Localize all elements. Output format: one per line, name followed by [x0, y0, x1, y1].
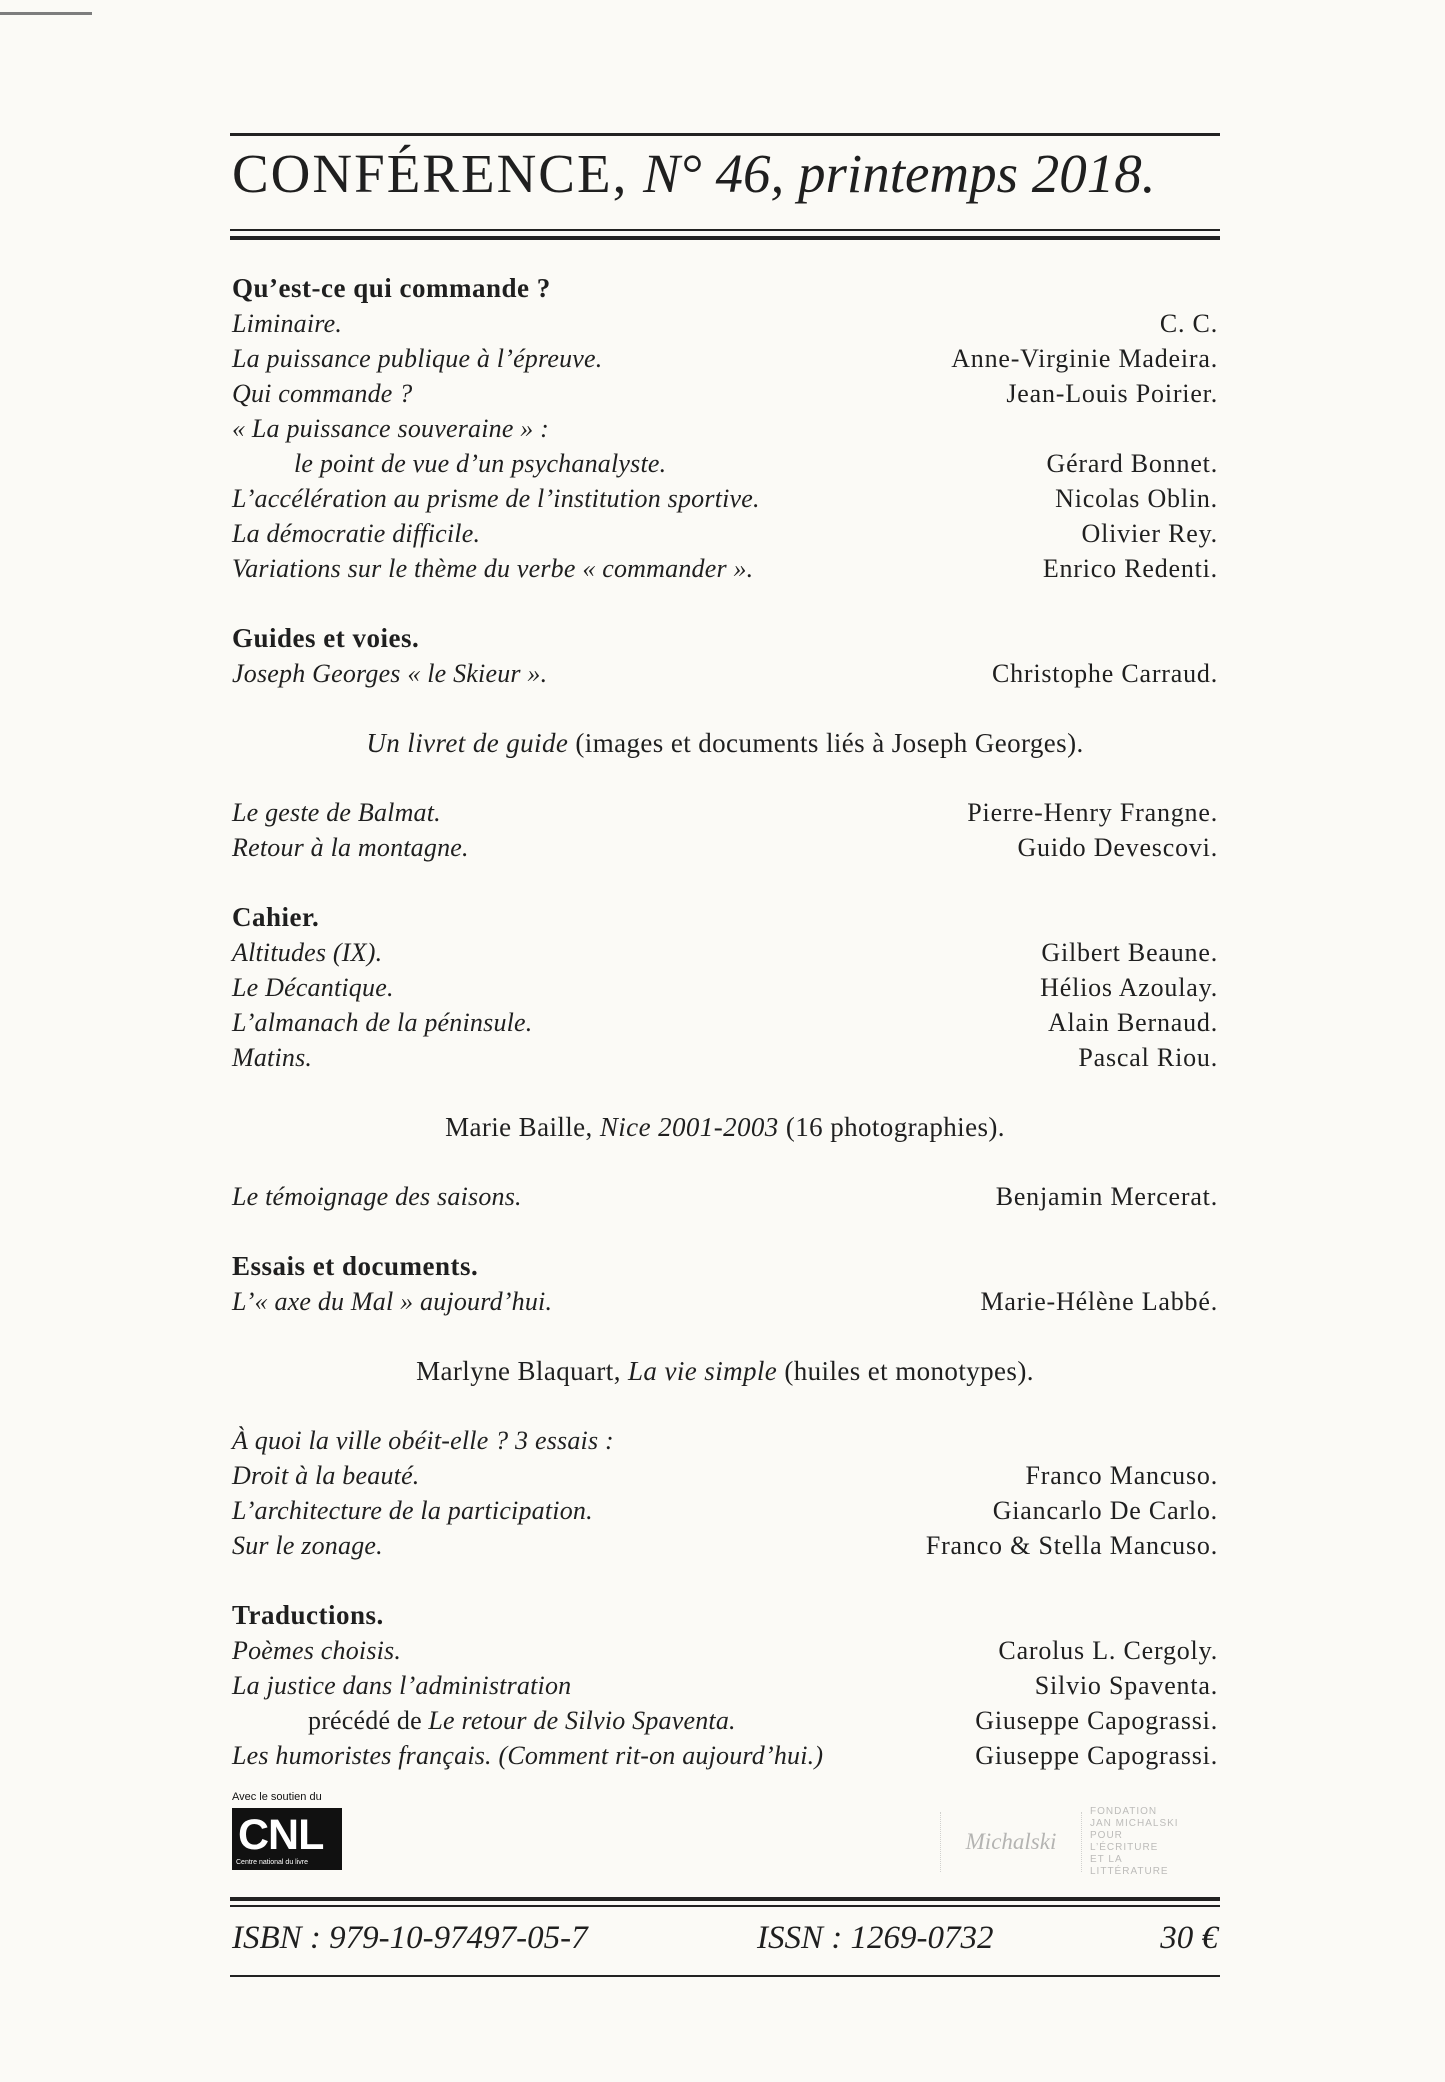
toc-row: [232, 1179, 1218, 1214]
section-title: Cahier.: [232, 902, 320, 932]
author-name: Christophe Carraud.: [991, 659, 1218, 688]
author-name: Giuseppe Capograssi.: [975, 1706, 1218, 1735]
toc-row: [232, 1668, 1218, 1703]
section-traductions: [232, 1597, 1218, 1773]
work-title: Le retour de Silvio Spaventa.: [428, 1706, 736, 1735]
toc-row: [232, 830, 1218, 865]
foundation-line: LITTÉRATURE: [1090, 1866, 1169, 1877]
work-title: Variations sur le thème du verbe « commander ».: [232, 554, 754, 583]
footer-bottom-rule: [230, 1975, 1220, 1977]
author-name: Franco Mancuso.: [1025, 1461, 1218, 1490]
work-title: Sur le zonage.: [232, 1531, 383, 1560]
toc-row: [232, 306, 1218, 341]
interlude-livret: [232, 725, 1218, 761]
toc-row: [232, 1703, 1218, 1738]
work-title: Liminaire.: [232, 309, 343, 338]
toc-row: [232, 481, 1218, 516]
work-title: Poèmes choisis.: [232, 1636, 402, 1665]
toc-row: [232, 1284, 1218, 1319]
section-title: Guides et voies.: [232, 623, 420, 653]
toc-row: [232, 551, 1218, 586]
foundation-line: FONDATION: [1090, 1806, 1158, 1817]
journal-name: CONFÉRENCE,: [232, 143, 629, 204]
author-name: Guido Devescovi.: [1017, 833, 1218, 862]
fondation-michalski-logo: [940, 1802, 1220, 1882]
author-name: Anne-Virginie Madeira.: [951, 344, 1218, 373]
work-title: La justice dans l’administration: [232, 1671, 572, 1700]
foundation-line: POUR: [1090, 1830, 1123, 1841]
work-title: L’architecture de la participation.: [232, 1496, 593, 1525]
logo-caption: Avec le soutien du: [232, 1791, 322, 1803]
toc-row: [232, 1633, 1218, 1668]
interlude-blaquart: [232, 1353, 1218, 1389]
interlude-artist: Marie Baille,: [445, 1112, 593, 1142]
section-title: Essais et documents.: [232, 1251, 479, 1281]
interlude-title: La vie simple: [628, 1356, 778, 1386]
author-name: Giancarlo De Carlo.: [992, 1496, 1218, 1525]
section-essais: [232, 1248, 1218, 1319]
work-title-group: [232, 1703, 736, 1738]
foundation-line: L’ÉCRITURE: [1090, 1842, 1159, 1853]
toc-row: [232, 411, 1218, 446]
interlude-description: (images et documents liés à Joseph Georges).: [575, 728, 1084, 758]
toc-row: [232, 341, 1218, 376]
author-name: Franco & Stella Mancuso.: [925, 1531, 1218, 1560]
work-title: L’accélération au prisme de l’institution sportive.: [232, 484, 760, 513]
toc-row: [232, 1493, 1218, 1528]
toc-row: [232, 1423, 1218, 1458]
toc-row: [232, 446, 1218, 481]
author-name: Gérard Bonnet.: [1046, 449, 1218, 478]
footer-top-rule-thick: [230, 1897, 1220, 1901]
work-title: Le Décantique.: [232, 973, 394, 1002]
work-title: Qui commande ?: [232, 379, 413, 408]
work-title: Joseph Georges « le Skieur ».: [232, 659, 548, 688]
work-title: L’« axe du Mal » aujourd’hui.: [232, 1287, 553, 1316]
section-title: Qu’est-ce qui commande ?: [232, 273, 551, 303]
cnl-logo-mark: [232, 1808, 342, 1870]
toc-row: [232, 1040, 1218, 1075]
toc-row: [232, 935, 1218, 970]
foundation-line: ET LA: [1090, 1854, 1123, 1865]
work-title: À quoi la ville obéit-elle ? 3 essais :: [232, 1426, 614, 1455]
section-title: Traductions.: [232, 1600, 384, 1630]
table-of-contents: [232, 270, 1218, 1807]
work-title: Altitudes (IX).: [232, 938, 383, 967]
author-name: Marie-Hélène Labbé.: [980, 1287, 1218, 1316]
work-title: « La puissance souveraine » :: [232, 414, 550, 443]
author-name: Silvio Spaventa.: [1034, 1671, 1218, 1700]
interlude-title: Nice 2001-2003: [599, 1112, 779, 1142]
author-name: Gilbert Beaune.: [1041, 938, 1218, 967]
toc-row: [232, 516, 1218, 551]
author-name: Carolus L. Cergoly.: [998, 1636, 1218, 1665]
header-double-rule-thin: [230, 229, 1220, 231]
toc-row: [232, 1528, 1218, 1563]
toc-row: [232, 376, 1218, 411]
interlude-artist: Marlyne Blaquart,: [416, 1356, 621, 1386]
work-title: Les humoristes français. (Comment rit-on aujourd’hui.): [232, 1741, 824, 1770]
journal-title: [232, 138, 1222, 210]
interlude-baille: [232, 1109, 1218, 1145]
work-title: Droit à la beauté.: [232, 1461, 420, 1490]
author-name: Pascal Riou.: [1078, 1043, 1218, 1072]
section-cahier: [232, 899, 1218, 1075]
author-name: C. C.: [1159, 309, 1218, 338]
interlude-title: Un livret de guide: [366, 728, 569, 758]
signature-image: Michalski: [940, 1812, 1082, 1872]
header-double-rule-thick: [230, 236, 1220, 240]
author-name: Nicolas Oblin.: [1055, 484, 1218, 513]
toc-row: [232, 795, 1218, 830]
interlude-description: (16 photographies).: [785, 1112, 1005, 1142]
toc-row: [232, 1005, 1218, 1040]
section-ville: [232, 1423, 1218, 1563]
foundation-line: JAN MICHALSKI: [1090, 1818, 1179, 1829]
foundation-text: [1090, 1806, 1220, 1878]
work-title: Le témoignage des saisons.: [232, 1182, 522, 1211]
header-top-rule: [230, 133, 1220, 136]
section-guides-continued: [232, 795, 1218, 865]
toc-row: [232, 970, 1218, 1005]
section-qui-commande: [232, 270, 1218, 586]
work-title: La puissance publique à l’épreuve.: [232, 344, 603, 373]
footer-top-rule-thin: [230, 1905, 1220, 1907]
issue-label: N° 46, printemps 2018.: [643, 143, 1156, 204]
author-name: Benjamin Mercerat.: [995, 1182, 1218, 1211]
section-guides-et-voies: [232, 620, 1218, 691]
work-title: La démocratie difficile.: [232, 519, 481, 548]
cnl-subtitle: Centre national du livre: [236, 1859, 308, 1866]
toc-row: [232, 656, 1218, 691]
interlude-description: (huiles et monotypes).: [784, 1356, 1034, 1386]
author-name: Alain Bernaud.: [1047, 1008, 1218, 1037]
price: 30 €: [1160, 1920, 1218, 1956]
author-name: Hélios Azoulay.: [1040, 973, 1218, 1002]
cnl-letters: CNL: [238, 1811, 324, 1859]
scan-edge-mark: [0, 0, 92, 15]
work-title: Matins.: [232, 1043, 313, 1072]
toc-row: [232, 1458, 1218, 1493]
isbn: ISBN : 979-10-97497-05-7: [232, 1920, 588, 1956]
cnl-logo: [232, 1790, 372, 1880]
issn: ISSN : 1269-0732: [757, 1920, 994, 1956]
work-title: le point de vue d’un psychanalyste.: [294, 449, 667, 478]
toc-row: [232, 1738, 1218, 1773]
author-name: Enrico Redenti.: [1042, 554, 1218, 583]
author-name: Jean-Louis Poirier.: [1006, 379, 1218, 408]
author-name: Olivier Rey.: [1081, 519, 1218, 548]
work-prefix: précédé de: [308, 1706, 422, 1735]
footer-identifiers: [232, 1910, 1218, 1966]
author-name: Giuseppe Capograssi.: [975, 1741, 1218, 1770]
work-title: Retour à la montagne.: [232, 833, 469, 862]
work-title: Le geste de Balmat.: [232, 798, 441, 827]
author-name: Pierre-Henry Frangne.: [967, 798, 1218, 827]
work-title: L’almanach de la péninsule.: [232, 1008, 533, 1037]
section-temoignage: [232, 1179, 1218, 1214]
